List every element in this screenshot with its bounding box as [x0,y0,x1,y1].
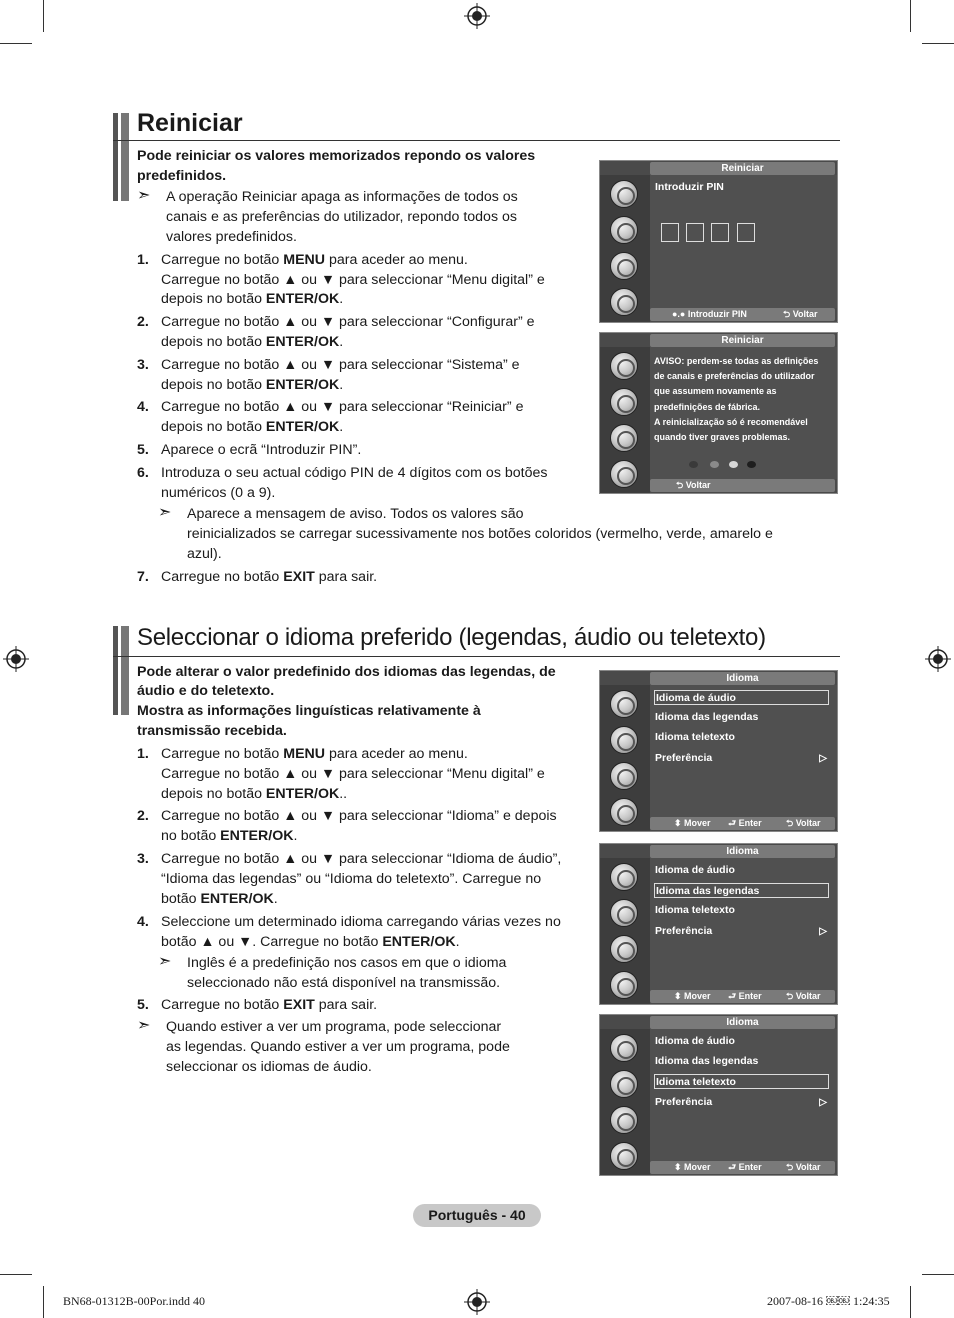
osd-warning-text [654,354,832,445]
osd-foot-back: ⮌ Voltar [786,1162,821,1172]
osd-item-label: Preferência [655,925,713,937]
picture-menu-icon [610,863,638,891]
reset-note-line: canais e as preferências do utilizador, repondo todos os [166,209,517,225]
step-text: Carregue no botão ▲ ou ▼ para seleccionar “Menu digital” e [161,766,545,782]
step-text: Introduza o seu actual código PIN de 4 dígitos com os botões [161,465,548,481]
reset-intro: Pode reiniciar os valores memorizados repondo os valores predefinidos. [137,148,536,184]
step-text: “Idioma das legendas” ou “Idioma do teletexto”. Carregue no [161,871,542,887]
osd-foot-back: ⮌ Voltar [783,309,818,319]
step-text: Carregue no botão ▲ ou ▼ para seleccionar “Sistema” e [161,357,520,373]
osd-footer [650,817,835,830]
sound-menu-icon [610,726,638,754]
final-note: as legendas. Quando estiver a ver um programa, pode [166,1039,510,1055]
osd-language-screen [599,670,838,832]
step-number: 4. [137,914,149,930]
step-text: Carregue no botão MENU para aceder ao menu. [161,746,468,762]
sound-menu-icon [610,216,638,244]
color-button-dot [689,461,698,468]
osd-menu-item[interactable] [654,863,829,878]
section-title-reset: Reiniciar [137,109,243,137]
crop-mark [910,1286,911,1318]
osd-foot-enter: ⮐ Enter [728,1162,762,1172]
step-number: 5. [137,997,149,1013]
step-text: Carregue no botão MENU para aceder ao menu. [161,252,468,268]
sound-menu-icon [610,1070,638,1098]
reset-note-line: valores predefinidos. [166,229,297,245]
note-arrow-icon: ➣ [158,504,172,521]
osd-footer [650,479,835,492]
osd-foot-enter: ⮐ Enter [728,991,762,1001]
osd-menu-item[interactable] [654,690,829,705]
crop-mark [910,0,911,32]
osd-sidebar [600,347,650,493]
osd-menu-item[interactable] [654,751,829,766]
date-slug: 2007-08-16 ￼￼ 1:24:35 [767,1294,890,1308]
final-note: Quando estiver a ver um programa, pode seleccionar [166,1019,502,1035]
step-number: 1. [137,746,149,762]
osd-item-label: Idioma teletexto [656,1076,736,1088]
osd-footer [650,1161,835,1174]
crop-mark [922,43,954,44]
osd-header: Idioma [650,1016,835,1029]
pin-digit-box[interactable] [686,223,704,242]
osd-warning-screen [599,332,838,494]
step-text: depois no botão ENTER/OK. [161,291,344,307]
step-number: 2. [137,314,149,330]
registration-mark-icon [464,3,490,29]
picture-menu-icon [610,690,638,718]
osd-foot-move: ⬍ Mover [674,818,711,828]
step-text: botão ▲ ou ▼. Carregue no botão ENTER/OK. [161,934,460,950]
osd-foot-enter: ⮐ Enter [728,818,762,828]
osd-item-label: Idioma das legendas [655,1055,759,1067]
step-text: Carregue no botão ▲ ou ▼ para seleccionar “Idioma” e depois [161,808,557,824]
final-note: seleccionar os idiomas de áudio. [166,1059,372,1075]
osd-menu-item[interactable] [654,1034,829,1049]
submenu-arrow-icon: ▷ [819,1097,827,1108]
step-number: 5. [137,442,149,458]
channel-menu-icon [610,1106,638,1134]
sound-menu-icon [610,388,638,416]
channel-menu-icon [610,762,638,790]
picture-menu-icon [610,180,638,208]
osd-item-label: Preferência [655,752,713,764]
note-arrow-icon: ➣ [137,1017,151,1034]
language-intro: áudio e do teletexto. [137,683,275,699]
osd-item-label: Idioma de áudio [655,1035,735,1047]
setup-menu-icon [610,460,638,488]
section-rule [113,656,840,657]
osd-item-label: Idioma de áudio [656,692,736,704]
crop-mark [43,1286,44,1318]
osd-foot-back: ⮌ Voltar [786,818,821,828]
submenu-arrow-icon: ▷ [819,926,827,937]
note-arrow-icon: ➣ [158,953,172,970]
step-number: 4. [137,399,149,415]
setup-menu-icon [610,1142,638,1170]
channel-menu-icon [610,424,638,452]
note-arrow-icon: ➣ [137,187,151,204]
pin-digit-box[interactable] [737,223,755,242]
step-note: Inglês é a predefinição nos casos em que o idioma [187,955,507,971]
step-text: Carregue no botão ▲ ou ▼ para seleccionar “Reiniciar” e [161,399,524,415]
osd-pin-label: Introduzir PIN [655,181,724,193]
setup-menu-icon [610,798,638,826]
osd-foot-move: ⬍ Mover [674,1162,711,1172]
osd-foot-back: ⮌ Voltar [786,991,821,1001]
osd-sidebar [600,1029,650,1175]
osd-item-label: Idioma teletexto [655,904,735,916]
sound-menu-icon [610,899,638,927]
reset-note-line: A operação Reiniciar apaga as informações de todos os [166,189,518,205]
warning-line: predefinições de fábrica. [654,401,761,412]
osd-menu-item[interactable] [654,1054,829,1069]
language-intro: Mostra as informações linguísticas relativamente à [137,703,481,719]
section-bar [113,626,129,715]
osd-item-label: Preferência [655,1096,713,1108]
osd-foot-move: ⬍ Mover [674,991,711,1001]
osd-item-label: Idioma das legendas [656,885,760,897]
picture-menu-icon [610,352,638,380]
osd-menu-item[interactable] [654,1074,829,1089]
osd-sidebar [600,858,650,1004]
step-text: Carregue no botão ▲ ou ▼ para seleccionar “Idioma de áudio”, [161,851,562,867]
crop-mark [0,1274,32,1275]
warning-line: AVISO: perdem-se todas as definições [654,356,819,366]
setup-menu-icon [610,288,638,316]
language-intro: transmissão recebida. [137,723,287,739]
osd-header: Reiniciar [650,334,835,347]
language-intro: Pode alterar o valor predefinido dos idiomas das legendas, de [137,664,556,680]
color-button-dot [747,461,756,468]
step-text: Carregue no botão EXIT para sair. [161,997,378,1013]
osd-foot-pin: ●.● Introduzir PIN [672,309,747,319]
osd-foot-back: ⮌ Voltar [676,480,711,490]
step-note: seleccionado não está disponível na transmissão. [187,975,501,991]
osd-footer [650,308,835,321]
step-text: depois no botão ENTER/OK. [161,377,344,393]
step-text: botão ENTER/OK. [161,891,278,907]
step-number: 3. [137,851,149,867]
step-number: 2. [137,808,149,824]
registration-mark-icon [925,646,951,672]
step-note: reinicializados se carregar sucessivamente nos botões coloridos (vermelho, verde, amarelo e [187,526,773,542]
step-text: Aparece o ecrã “Introduzir PIN”. [161,442,362,458]
osd-menu-item[interactable] [654,903,829,918]
step-number: 1. [137,252,149,268]
osd-menu-item[interactable] [654,924,829,939]
osd-item-label: Idioma teletexto [655,731,735,743]
step-note: azul). [187,546,222,562]
warning-line: quando tiver graves problemas. [654,432,791,443]
crop-mark [922,1274,954,1275]
osd-pin-screen [599,160,838,323]
step-note: Aparece a mensagem de aviso. Todos os valores são [187,506,524,522]
crop-mark [0,43,32,44]
warning-line: de canais e preferências do utilizador [654,371,815,382]
channel-menu-icon [610,252,638,280]
file-slug: BN68-01312B-00Por.indd 40 [63,1294,206,1308]
warning-line: que assumem novamente as [654,386,777,397]
step-text: depois no botão ENTER/OK. [161,419,344,435]
osd-header: Reiniciar [650,162,835,175]
section-rule [113,140,840,141]
section-title-language: Seleccionar o idioma preferido (legendas, áudio ou teletexto) [137,624,766,651]
crop-mark [43,0,44,32]
osd-language-screen [599,843,838,1005]
osd-item-label: Idioma de áudio [655,864,735,876]
osd-item-label: Idioma das legendas [655,711,759,723]
step-text: Carregue no botão EXIT para sair. [161,569,378,585]
osd-footer [650,990,835,1003]
osd-header: Idioma [650,672,835,685]
step-text: numéricos (0 a 9). [161,485,276,501]
step-text: Carregue no botão ▲ ou ▼ para seleccionar “Menu digital” e [161,272,545,288]
step-number: 7. [137,569,149,585]
picture-menu-icon [610,1034,638,1062]
step-text: depois no botão ENTER/OK.. [161,786,348,802]
warning-line: A reinicialização só é recomendável [654,416,808,427]
osd-language-screen [599,1014,838,1176]
pin-digit-box[interactable] [661,223,679,242]
osd-sidebar [600,685,650,831]
color-button-dot [729,461,738,468]
setup-menu-icon [610,971,638,999]
step-text: Carregue no botão ▲ ou ▼ para seleccionar “Configurar” e [161,314,535,330]
pin-digit-box[interactable] [711,223,729,242]
step-number: 6. [137,465,149,481]
osd-sidebar [600,175,650,322]
osd-menu-item[interactable] [654,730,829,745]
section-bar [113,113,129,201]
step-text: Seleccione um determinado idioma carregando várias vezes no [161,914,561,930]
osd-menu-item[interactable] [654,710,829,725]
registration-mark-icon [3,646,29,672]
page-label: Português - 40 [413,1204,541,1227]
osd-menu-item[interactable] [654,1095,829,1110]
step-text: no botão ENTER/OK. [161,828,298,844]
channel-menu-icon [610,935,638,963]
step-number: 3. [137,357,149,373]
registration-mark-icon [464,1289,490,1315]
osd-menu-item[interactable] [654,883,829,898]
color-button-dot [710,461,719,468]
step-text: depois no botão ENTER/OK. [161,334,344,350]
osd-header: Idioma [650,845,835,858]
submenu-arrow-icon: ▷ [819,753,827,764]
